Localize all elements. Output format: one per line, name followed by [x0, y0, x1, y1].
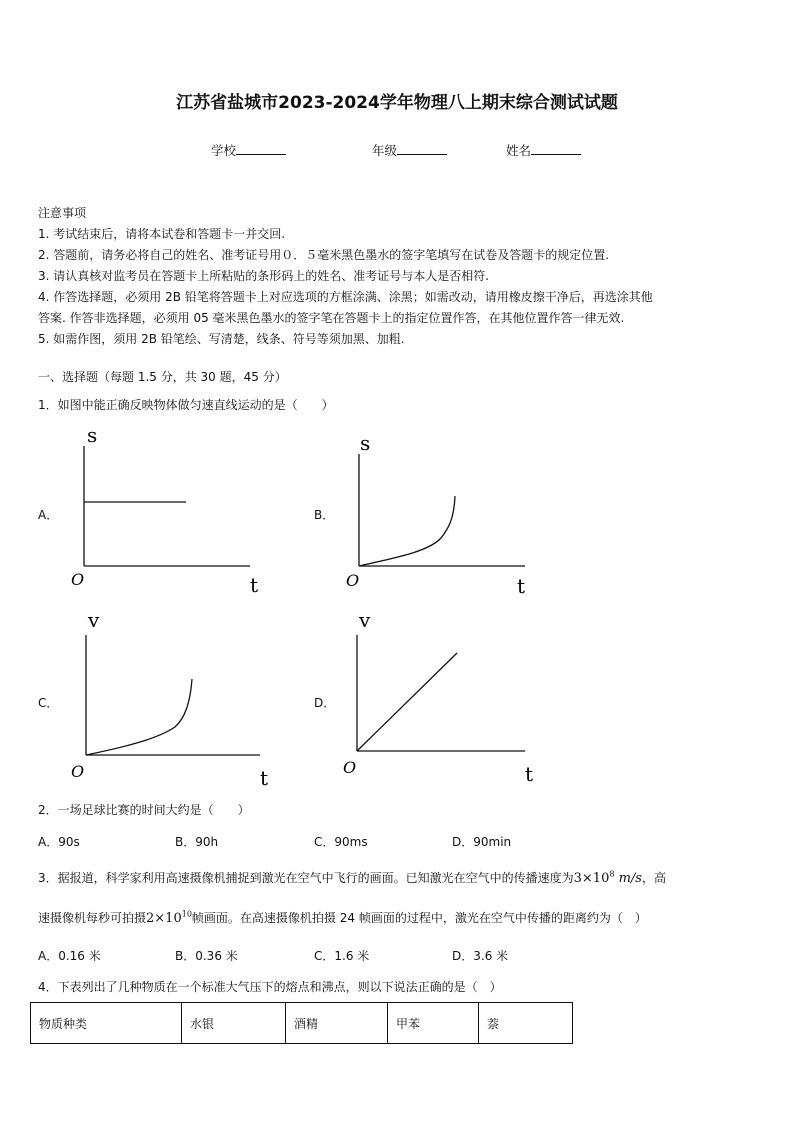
table-header-cell: 萘 [479, 1003, 573, 1044]
table-header-cell: 酒精 [286, 1003, 388, 1044]
y-axis-label: v [359, 608, 371, 632]
v-t-curve [86, 679, 192, 755]
origin-label: O [71, 570, 85, 589]
school-label: 学校 [211, 143, 237, 158]
school-blank [236, 142, 286, 155]
question-3-option: D．3.6 米 [452, 949, 509, 963]
x-axis-label: t [517, 574, 526, 598]
grade-blank [397, 142, 447, 155]
question-4-stem: 4．下表列出了几种物质在一个标准大气压下的熔点和沸点，则以下说法正确的是（ ） [38, 980, 502, 994]
light-speed-value [574, 871, 642, 886]
x-axis-label: t [525, 762, 534, 786]
question-2-option: D．90min [452, 835, 512, 849]
question-2-option: C．90ms [314, 835, 368, 849]
y-axis-label: v [88, 608, 100, 632]
name-label: 姓名 [506, 143, 532, 158]
note-item: 5. 如需作图，须用 2B 铅笔绘、写清楚，线条、符号等须加黑、加粗. [38, 332, 405, 346]
section-heading: 一、选择题（每题 1.5 分，共 30 题，45 分） [38, 370, 287, 384]
notes-heading: 注意事项 [38, 206, 87, 220]
question-3-text: 3．据报道，科学家利用高速摄像机捕捉到激光在空气中飞行的画面。已知激光在空气中的传播速度为 [38, 871, 574, 885]
note-item: 答案. 作答非选择题，必须用 05 毫米黑色墨水的签字笔在答题卡上的指定位置作答，在其他位置作答一律无效. [38, 311, 625, 325]
option-b-label: B． [314, 508, 335, 522]
option-a-label: A． [38, 508, 59, 522]
question-3-option: A．0.16 米 [38, 949, 101, 963]
graph-b [335, 430, 555, 600]
v-t-straight-line [357, 653, 457, 751]
graph-c [60, 605, 280, 790]
origin-label: O [343, 758, 357, 777]
note-item: 4. 作答选择题，必须用 2B 铅笔将答题卡上对应选项的方框涂满、涂黑；如需改动，请用橡皮擦干净后，再选涂其他 [38, 290, 653, 304]
grade-field [372, 141, 447, 159]
question-2-stem: 2．一场足球比赛的时间大约是（ ） [38, 803, 250, 817]
question-2-option: B．90h [175, 835, 219, 849]
y-axis-label: s [87, 423, 98, 447]
table-header-cell: 甲苯 [388, 1003, 479, 1044]
table-header-cell: 物质种类 [31, 1003, 182, 1044]
question-1-stem: 1．如图中能正确反映物体做匀速直线运动的是（ ） [38, 398, 334, 412]
name-field [506, 141, 581, 159]
grade-label: 年级 [372, 143, 398, 158]
question-3-text: ，高 [641, 871, 666, 885]
melting-boiling-table [30, 1002, 573, 1044]
question-3-option: C．1.6 米 [314, 949, 370, 963]
question-3-text: 速摄像机每秒可拍摄 [38, 911, 147, 925]
question-3-option: B．0.36 米 [175, 949, 238, 963]
table-row [31, 1003, 573, 1044]
frame-rate-exponent: 10 [181, 909, 192, 919]
frame-rate-base: 2×10 [146, 911, 182, 926]
s-t-curve [359, 496, 455, 566]
question-3-line-2 [38, 909, 647, 926]
light-speed-base: 3×10 [573, 871, 610, 886]
note-item: 1. 考试结束后，请将本试卷和答题卡一并交回. [38, 227, 286, 241]
y-axis-label: s [360, 431, 371, 455]
origin-label: O [71, 762, 85, 781]
page-title: 江苏省盐城市2023-2024学年物理八上期末综合测试试题 [176, 93, 618, 113]
note-item: 3. 请认真核对监考员在答题卡上所粘贴的条形码上的姓名、准考证号与本人是否相符. [38, 269, 490, 283]
frame-rate-value [146, 911, 192, 926]
light-speed-exponent: 8 [609, 869, 615, 879]
graph-d [335, 605, 555, 790]
name-blank [531, 142, 581, 155]
note-item: 2. 答题前，请务必将自己的姓名、准考证号用０．５毫米黑色墨水的签字笔填写在试卷及答题卡的规定位置. [38, 248, 610, 262]
question-3-line-1 [38, 869, 666, 886]
light-speed-unit: m/s [618, 871, 642, 886]
question-3-text: 帧画面。在高速摄像机拍摄 24 帧画面的过程中，激光在空气中传播的距离约为（ ） [191, 911, 647, 925]
x-axis-label: t [250, 573, 259, 597]
question-2-option: A．90s [38, 835, 80, 849]
option-c-label: C． [38, 696, 59, 710]
origin-label: O [346, 571, 360, 590]
option-d-label: D． [314, 696, 336, 710]
table-header-cell: 水银 [182, 1003, 286, 1044]
graph-a [60, 420, 280, 600]
x-axis-label: t [260, 766, 269, 790]
school-field [211, 141, 286, 159]
